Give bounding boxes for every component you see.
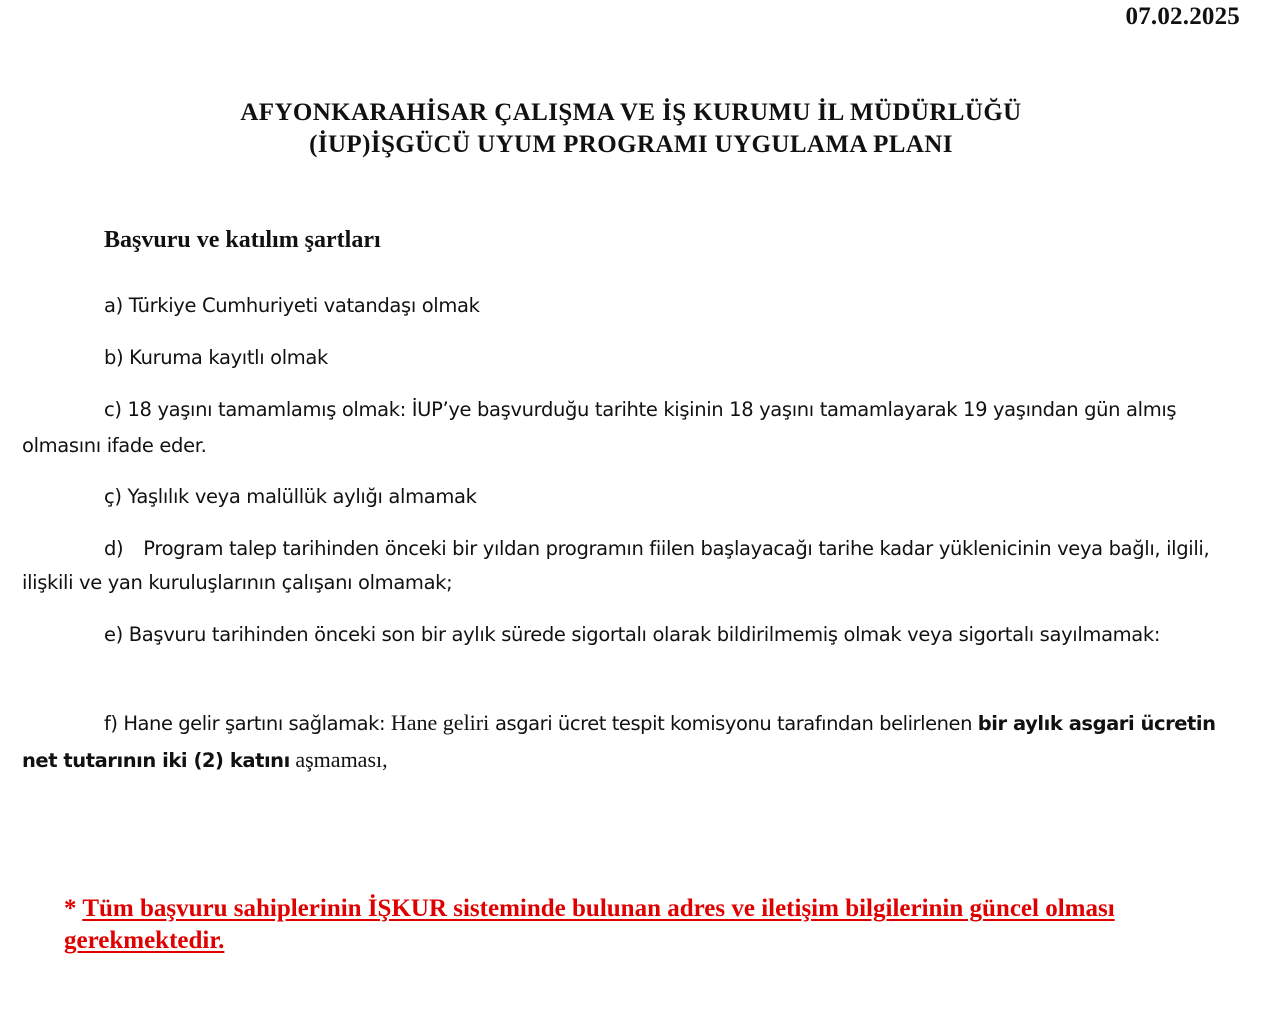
condition-f-serif-part: Hane geliri bbox=[390, 710, 490, 735]
update-notice bbox=[64, 893, 1254, 957]
title-line-1: AFYONKARAHİSAR ÇALIŞMA VE İŞ KURUMU İL MÜDÜRLÜĞÜ bbox=[240, 99, 1022, 126]
condition-f-bold-part: bir aylık asgari ücretin net tutarının iki (2) katını bbox=[22, 712, 1216, 772]
condition-f-middle: asgari ücret tespit komisyonu tarafından belirlenen bbox=[489, 712, 978, 735]
document-title bbox=[0, 97, 1262, 161]
document-date: 07.02.2025 bbox=[1125, 3, 1240, 30]
title-line-2: (İUP)İŞGÜCÜ UYUM PROGRAMI UYGULAMA PLANI bbox=[309, 131, 953, 158]
condition-item-b: b) Kuruma kayıtlı olmak bbox=[104, 346, 328, 369]
condition-item-e: e) Başvuru tarihinden önceki son bir aylık sürede sigortalı olarak bildirilmemiş olmak veya sigortalı sayılmamak: bbox=[104, 623, 1161, 646]
notice-asterisk: * bbox=[64, 895, 83, 922]
condition-item-cc: ç) Yaşlılık veya malüllük aylığı almamak bbox=[104, 485, 477, 508]
condition-item-c: c) 18 yaşını tamamlamış olmak: İUP’ye başvurduğu tarihte kişinin 18 yaşını tamamlayarak 19 yaşından gün almış olmasını ifade eder. bbox=[22, 398, 1177, 457]
condition-f-intro: f) Hane gelir şartını sağlamak: bbox=[104, 712, 391, 735]
section-heading: Başvuru ve katılım şartları bbox=[104, 227, 381, 253]
condition-item-f bbox=[22, 705, 1247, 779]
condition-f-end: aşmaması, bbox=[289, 747, 388, 772]
condition-d-marker: d) bbox=[104, 537, 124, 560]
condition-item-d bbox=[22, 532, 1247, 600]
condition-d-text: Program talep tarihinden önceki bir yıldan programın fiilen başlayacağı tarihe kadar yüklenicinin veya bağlı, ilgili, ilişkili ve yan kuruluşlarının çalışanı olmamak; bbox=[22, 537, 1210, 594]
condition-item-a: a) Türkiye Cumhuriyeti vatandaşı olmak bbox=[104, 294, 480, 317]
notice-text: Tüm başvuru sahiplerinin İŞKUR sisteminde bulunan adres ve iletişim bilgilerinin güncel olması gerekmektedir. bbox=[64, 895, 1115, 954]
